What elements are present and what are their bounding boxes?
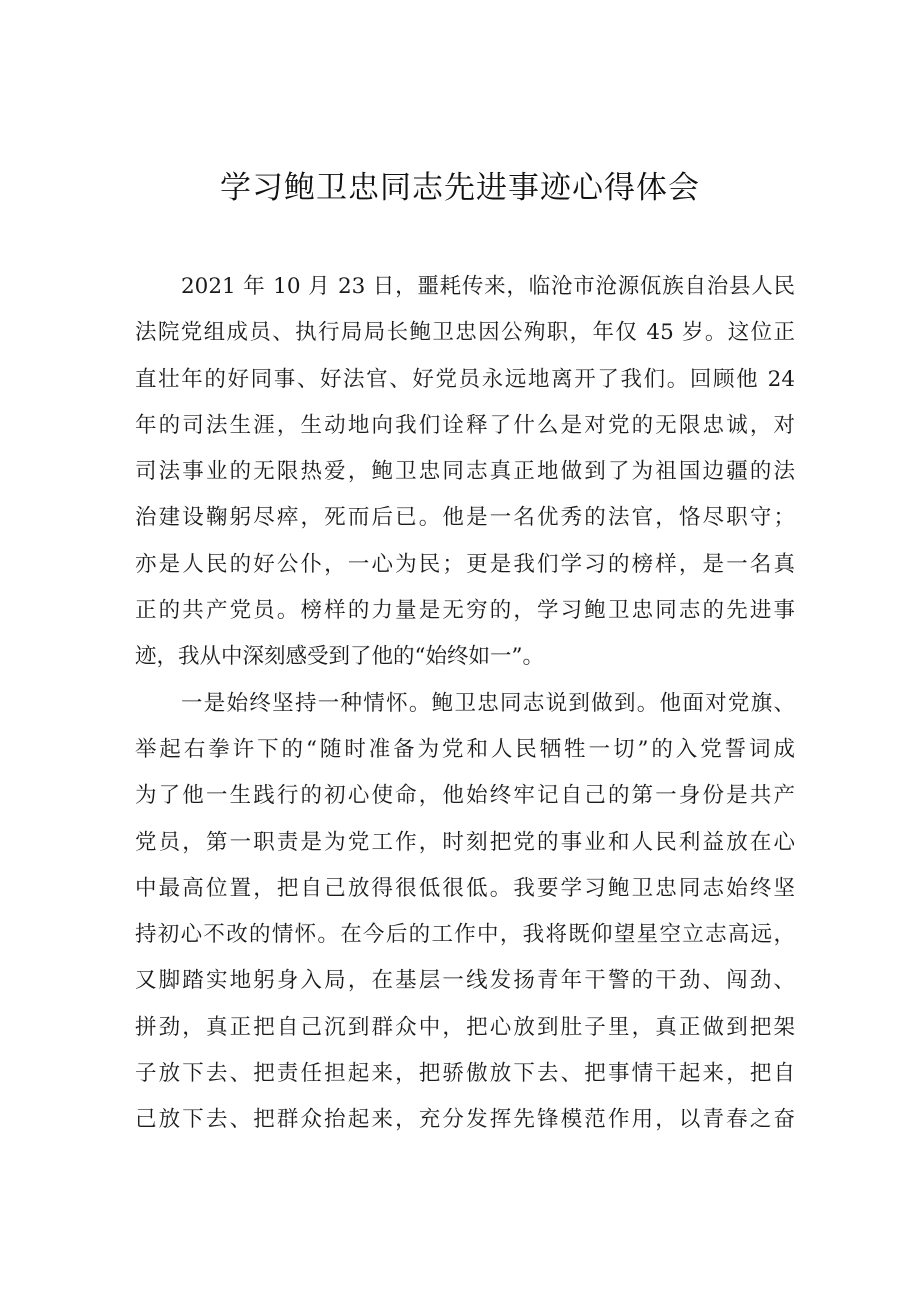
paragraph-2-line: 一是始终坚持一种情怀。鲍卫忠同志说到做到。他面对党旗、: [181, 690, 795, 716]
paragraph-1-line: 法院党组成员、执行局局长鲍卫忠因公殉职，年仅 45 岁。这位正: [135, 320, 795, 346]
paragraph-2-line: 为了他一生践行的初心使命，他始终牢记自己的第一身份是共产: [135, 783, 795, 809]
paragraph-2-line: 己放下去、把群众抬起来，充分发挥先锋模范作用，以青春之奋: [135, 1107, 795, 1133]
paragraph-1-line: 年的司法生涯，生动地向我们诠释了什么是对党的无限忠诚，对: [135, 412, 795, 438]
paragraph-1-line: 正的共产党员。榜样的力量是无穷的，学习鲍卫忠同志的先进事: [135, 598, 795, 624]
paragraph-1-line: 迹，我从中深刻感受到了他的“始终如一”。: [135, 644, 544, 670]
paragraph-1-line: 司法事业的无限热爱，鲍卫忠同志真正地做到了为祖国边疆的法: [135, 459, 795, 485]
paragraph-2-line: 持初心不改的情怀。在今后的工作中，我将既仰望星空立志高远，: [135, 922, 795, 948]
document-title: 学习鲍卫忠同志先进事迹心得体会: [220, 170, 700, 206]
document-body: [135, 264, 795, 1144]
paragraph-2-line: 中最高位置，把自己放得很低很低。我要学习鲍卫忠同志始终坚: [135, 875, 795, 901]
paragraph-1-line: 直壮年的好同事、好法官、好党员永远地离开了我们。回顾他 24: [135, 366, 795, 392]
paragraph-2-line: 党员，第一职责是为党工作，时刻把党的事业和人民利益放在心: [135, 829, 795, 855]
paragraph-2-line: 子放下去、把责任担起来，把骄傲放下去、把事情干起来，把自: [135, 1061, 795, 1087]
paragraph-1-line: 亦是人民的好公仆，一心为民；更是我们学习的榜样，是一名真: [135, 551, 795, 577]
paragraph-2-line: 举起右拳许下的“随时准备为党和人民牺牲一切”的入党誓词成: [135, 736, 795, 762]
paragraph-1-line: 治建设鞠躬尽瘁，死而后已。他是一名优秀的法官，恪尽职守；: [135, 505, 795, 531]
paragraph-1-line: 2021 年 10 月 23 日，噩耗传来，临沧市沧源佤族自治县人民: [181, 274, 795, 299]
paragraph-2-line: 拼劲，真正把自己沉到群众中，把心放到肚子里，真正做到把架: [135, 1014, 795, 1040]
paragraph-2-line: 又脚踏实地躬身入局，在基层一线发扬青年干警的干劲、闯劲、: [135, 968, 795, 994]
